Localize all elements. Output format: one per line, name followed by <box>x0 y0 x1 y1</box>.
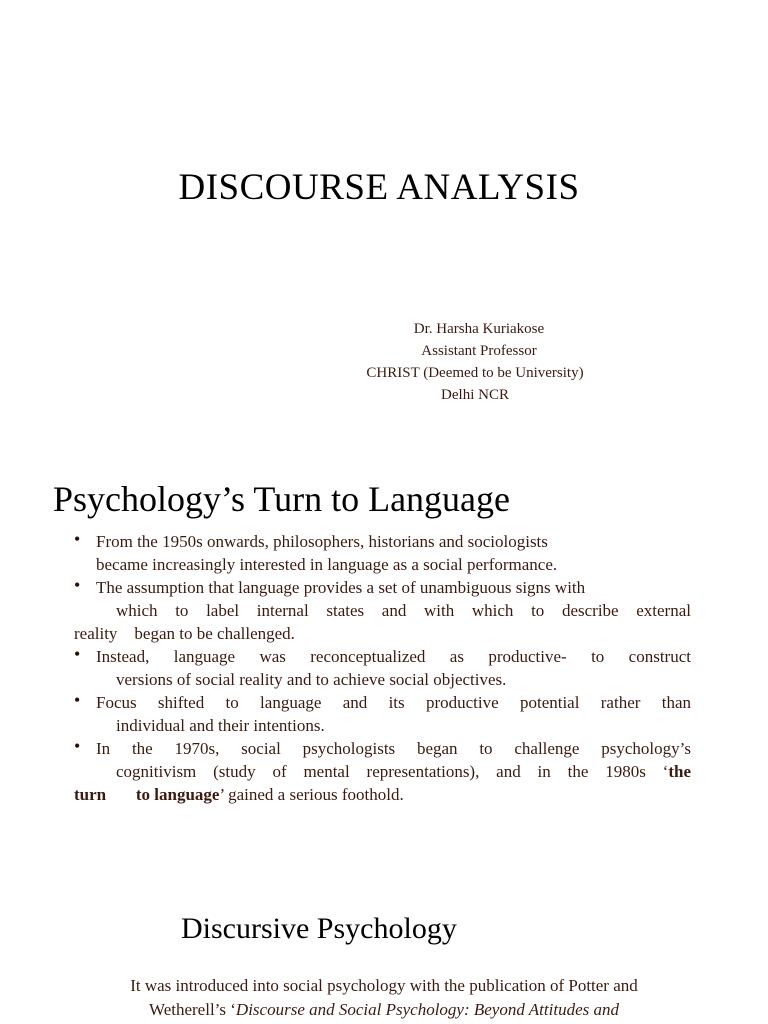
bullet-line-emphasis: the <box>668 762 691 781</box>
bullet-line <box>74 783 691 806</box>
title-slide <box>0 0 768 440</box>
author-role: Assistant Professor <box>421 343 537 359</box>
bullet-icon: • <box>74 690 81 710</box>
bullet-icon: • <box>74 644 81 664</box>
bullet-item <box>74 530 691 576</box>
bullet-list <box>74 530 691 806</box>
bullet-line: reality began to be challenged. <box>74 624 295 643</box>
bullet-line: In the 1970s, social psychologists began to challenge psychology’s <box>96 739 691 758</box>
bullet-line: Instead, language was reconceptualized as productive- to construct <box>96 647 691 666</box>
bullet-line: which to label internal states and with which to describe external <box>116 601 691 620</box>
bullet-item <box>74 691 691 737</box>
author-location: Delhi NCR <box>441 387 509 403</box>
bullet-line: individual and their intentions. <box>116 716 325 735</box>
bullet-line <box>96 760 691 783</box>
author-block <box>340 318 610 406</box>
bullet-line: became increasingly interested in language as a social performance. <box>96 555 558 574</box>
slide-body <box>70 974 698 1022</box>
bullet-line-text: ’ gained a serious foothold. <box>219 785 404 804</box>
bullet-line: Focus shifted to language and its productive potential rather than <box>96 693 691 712</box>
bullet-icon: • <box>74 575 81 595</box>
slide-title: Psychology’s Turn to Language <box>53 479 511 519</box>
bullet-item <box>74 645 691 691</box>
body-line-text: Wetherell’s ‘ <box>149 1000 236 1019</box>
discursive-psychology-slide <box>0 870 768 1024</box>
body-line: It was introduced into social psychology with the publication of Potter and <box>130 976 638 995</box>
bullet-item <box>74 576 691 645</box>
bullet-icon: • <box>74 529 81 549</box>
bullet-line-text: cognitivism (study of mental representations), and in the 1980s ‘ <box>116 762 669 781</box>
bullet-line: versions of social reality and to achieve social objectives. <box>116 670 507 689</box>
bullet-line-emphasis: turn to language <box>74 785 220 804</box>
body-line <box>70 998 698 1022</box>
bullet-icon: • <box>74 736 81 756</box>
author-institution: CHRIST (Deemed to be University) <box>366 365 584 381</box>
book-title: Discourse and Social Psychology: Beyond Attitudes and <box>235 1000 619 1019</box>
bullet-line: From the 1950s onwards, philosophers, historians and sociologists <box>96 532 548 551</box>
bullet-item <box>74 737 691 806</box>
turn-to-language-slide <box>0 440 768 870</box>
slide-title: Discursive Psychology <box>181 912 457 945</box>
author-name: Dr. Harsha Kuriakose <box>413 321 545 337</box>
bullet-line: The assumption that language provides a set of unambiguous signs with <box>96 578 586 597</box>
presentation-title: DISCOURSE ANALYSIS <box>178 167 580 208</box>
